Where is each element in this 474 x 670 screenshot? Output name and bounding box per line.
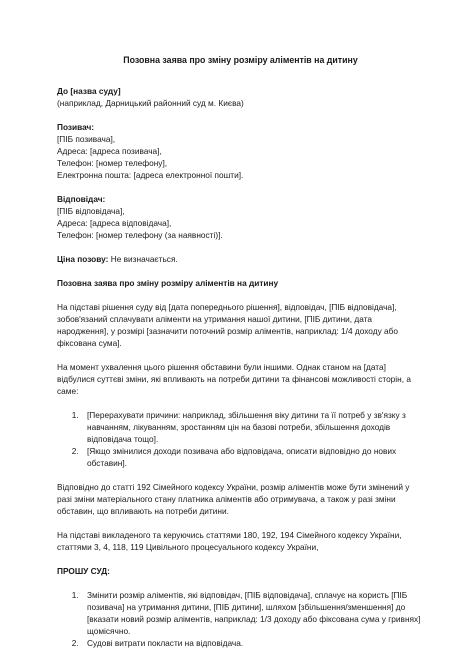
list-item: 2. [Якщо змінилися доходи позивача або відповідача, описати відповідно до нових обставин].: [81, 445, 424, 469]
defendant-name: [ПІБ відповідача],: [57, 206, 125, 216]
list-item: 1. [Перерахувати причини: наприклад, збільшення віку дитини та її потреб у зв'язку з навчанням, лікуванням, зростанням цін на базові потреби, збільшення доходів відповідача тощо].: [81, 409, 424, 445]
paragraph-previous-decision: На підставі рішення суду від [дата попереднього рішення], відповідач, [ПІБ відповідача], зобов'язаний сплачувати аліменти на утримання нашої дитини, [ПІБ дитини, дата народження], у розмірі [зазначити поточний розмір аліментів, наприклад: 1/4 доходу або фіксована сума].: [57, 302, 399, 348]
claim-price-value: Не визначається.: [108, 254, 178, 264]
document-title: Позовна заява про зміну розміру аліментів на дитину: [123, 55, 358, 65]
section-heading: Позовна заява про зміну розміру аліментів на дитину: [57, 278, 279, 288]
plaintiff-name: [ПІБ позивача],: [57, 134, 116, 144]
plaintiff-email: Електронна пошта: [адреса електронної пошти].: [57, 170, 244, 180]
request-heading: ПРОШУ СУД:: [57, 566, 110, 576]
claim-price: [57, 253, 424, 265]
paragraph-articles: На підставі викладеного та керуючись статтями 180, 192, 194 Сімейного кодексу України, статтями 3, 4, 118, 119 Цивільного процесуального кодексу України,: [57, 530, 402, 552]
paragraph-changed-circumstances: На момент ухвалення цього рішення обставини були іншими. Однак станом на [дата] відбулися суттєві зміни, які впливають на потреби дитини та фінансові можливості сторін, а саме:: [57, 362, 411, 396]
plaintiff-phone: Телефон: [номер телефону],: [57, 158, 168, 168]
changes-list: [57, 409, 424, 469]
court-label: До [назва суду]: [57, 86, 121, 96]
defendant-block: [57, 193, 424, 241]
defendant-label: Відповідач:: [57, 194, 106, 204]
court-example: (наприклад, Дарницький районний суд м. Києва): [57, 98, 244, 108]
defendant-phone: Телефон: [номер телефону (за наявності)].: [57, 230, 223, 240]
plaintiff-block: [57, 121, 424, 181]
plaintiff-label: Позивач:: [57, 122, 95, 132]
claim-price-label: Ціна позову:: [57, 254, 109, 264]
defendant-address: Адреса: [адреса відповідача],: [57, 218, 172, 228]
requests-list: [57, 589, 424, 649]
list-item: 2. Судові витрати покласти на відповідача.: [81, 637, 424, 649]
paragraph-legal-basis: Відповідно до статті 192 Сімейного кодексу України, розмір аліментів може бути змінений у разі зміни матеріального стану платника аліментів або отримувача, а також у разі зміни обставин, що впливають на потреби дитини.: [57, 482, 410, 516]
list-item: 1. Змінити розмір аліментів, які відповідач, [ПІБ відповідача], сплачує на користь [ПІБ позивача] на утримання дитини, [ПІБ дитини], шляхом [збільшення/зменшення] до [вказати новий розмір аліментів, наприклад: 1/3 доходу або фіксована сума у гривнях] щомісячно.: [81, 589, 424, 637]
court-block: [57, 85, 424, 109]
plaintiff-address: Адреса: [адреса позивача],: [57, 146, 162, 156]
